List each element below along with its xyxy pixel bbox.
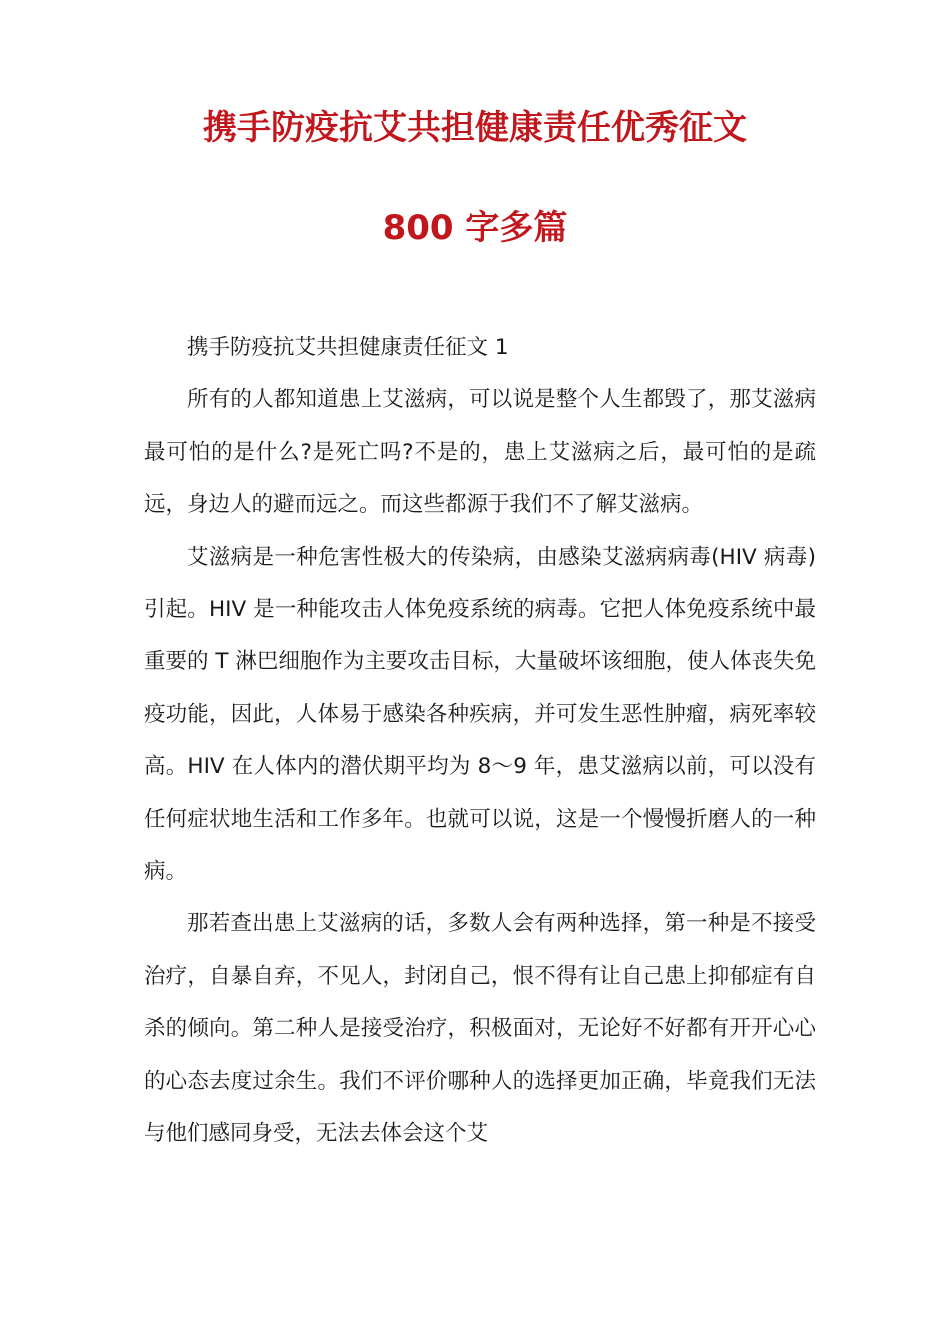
document-title-line-2: 800 字多篇 [382,208,568,248]
document-title-line-1: 携手防疫抗艾共担健康责任优秀征文 [203,108,747,148]
document-body [144,322,816,1161]
paragraph-1: 所有的人都知道患上艾滋病，可以说是整个人生都毁了，那艾滋病最可怕的是什么?是死亡吗?不是的，患上艾滋病之后，最可怕的是疏远，身边人的避而远之。而这些都源于我们不了解艾滋病。 [144,387,816,518]
section-heading: 携手防疫抗艾共担健康责任征文 1 [187,335,509,360]
paragraph-2: 艾滋病是一种危害性极大的传染病，由感染艾滋病病毒(HIV 病毒)引起。HIV 是一种能攻击人体免疫系统的病毒。它把人体免疫系统中最重要的 T 淋巴细胞作为主要攻击目标，大量破坏该细胞，使人体丧失免疫功能，因此，人体易于感染各种疾病，并可发生恶性肿瘤，病死率较高。HIV 在人体内的潜伏期平均为 8～9 年，患艾滋病以前，可以没有任何症状地生活和工作多年。也就可以说，这是一个慢慢折磨人的一种病。 [144,544,816,885]
paragraph-3: 那若查出患上艾滋病的话，多数人会有两种选择，第一种是不接受治疗，自暴自弃，不见人，封闭自己，恨不得有让自己患上抑郁症有自杀的倾向。第二种人是接受治疗，积极面对，无论好不好都有开开心心的心态去度过余生。我们不评价哪种人的选择更加正确，毕竟我们无法与他们感同身受，无法去体会这个艾 [144,911,816,1147]
